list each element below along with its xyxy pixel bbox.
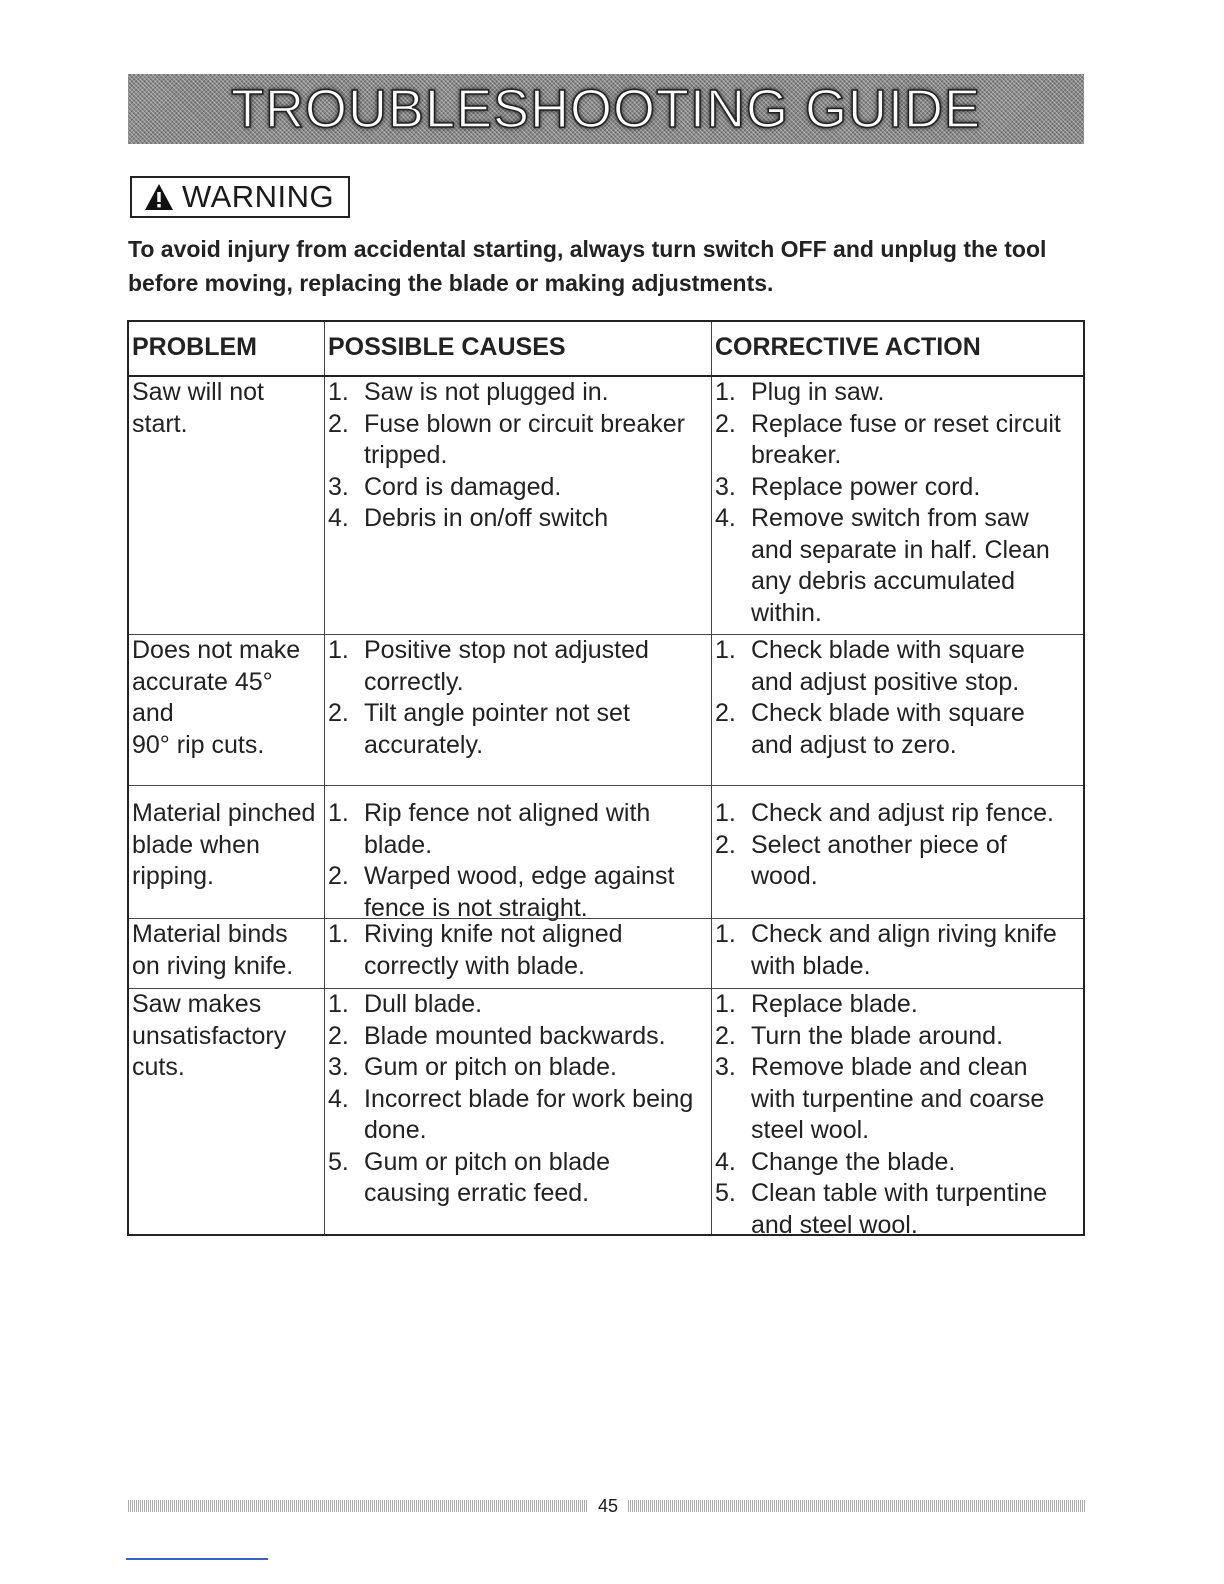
causes-cell — [324, 989, 711, 1234]
warning-triangle-icon — [144, 183, 174, 211]
item-line: steel wool. — [751, 1116, 870, 1144]
item-text — [364, 989, 711, 1021]
item-line: Change the blade. — [751, 1147, 956, 1176]
table-row — [129, 377, 1083, 634]
item-number: 1. — [328, 990, 349, 1018]
action-item — [715, 698, 1083, 761]
item-number: 4. — [715, 504, 736, 532]
cause-item — [328, 472, 711, 504]
cause-item — [328, 409, 711, 472]
item-text — [751, 698, 1083, 761]
header-possible-causes: POSSIBLE CAUSES — [324, 322, 711, 375]
item-number: 1. — [328, 636, 349, 664]
footer-rule-left — [128, 1500, 588, 1512]
item-line: Clean table with turpentine — [751, 1179, 1048, 1207]
cause-item — [328, 377, 711, 409]
item-line: Replace power cord. — [751, 472, 981, 501]
item-number: 4. — [328, 504, 349, 532]
problem-text: Material pinched — [132, 799, 316, 827]
item-line: Select another piece of — [751, 830, 1007, 859]
item-number: 3. — [328, 472, 349, 501]
item-number: 1. — [328, 799, 349, 827]
troubleshooting-table — [127, 320, 1085, 1239]
action-item — [715, 798, 1083, 830]
item-text — [364, 635, 711, 698]
item-number: 2. — [328, 1021, 349, 1050]
problem-text: blade when — [132, 830, 260, 859]
action-item — [715, 409, 1083, 472]
causes-cell — [324, 786, 711, 922]
header-corrective-action: CORRECTIVE ACTION — [711, 322, 1083, 375]
problem-text: Saw makes — [132, 990, 262, 1018]
action-item — [715, 1052, 1083, 1147]
item-line: correctly with blade. — [364, 951, 585, 980]
problem-text: accurate 45° — [132, 667, 273, 696]
item-line: accurately. — [364, 730, 484, 759]
item-number: 2. — [715, 1021, 736, 1050]
item-number: 1. — [715, 990, 736, 1018]
item-line: Replace fuse or reset circuit — [751, 409, 1061, 438]
item-line: and steel wool. — [751, 1210, 918, 1239]
item-number: 1. — [715, 378, 736, 406]
item-line: Riving knife not aligned — [364, 920, 623, 948]
item-line: done. — [364, 1116, 427, 1144]
action-item — [715, 919, 1083, 982]
item-line: breaker. — [751, 441, 842, 469]
page-title: TROUBLESHOOTING GUIDE — [230, 79, 982, 139]
item-line: tripped. — [364, 441, 448, 469]
cause-item — [328, 1052, 711, 1084]
item-line: blade. — [364, 830, 433, 859]
item-line: Plug in saw. — [751, 378, 885, 406]
item-line: Incorrect blade for work being — [364, 1084, 694, 1113]
cause-item — [328, 698, 711, 761]
item-number: 3. — [328, 1053, 349, 1081]
item-number: 2. — [328, 699, 349, 727]
table-row — [129, 634, 1083, 785]
problem-text: Does not make — [132, 636, 301, 664]
action-item — [715, 1021, 1083, 1053]
cause-item — [328, 635, 711, 698]
item-number: 3. — [715, 472, 736, 501]
item-text — [364, 1084, 711, 1147]
problem-cell — [129, 989, 324, 1234]
item-line: with blade. — [751, 951, 871, 980]
problem-text: ripping. — [132, 862, 214, 890]
item-line: Fuse blown or circuit breaker — [364, 409, 685, 438]
item-line: Rip fence not aligned with — [364, 799, 651, 827]
cause-item — [328, 798, 711, 861]
item-line: Remove blade and clean — [751, 1053, 1028, 1081]
item-text — [751, 377, 1083, 409]
cause-item — [328, 503, 711, 535]
actions-cell — [711, 635, 1083, 785]
problem-text: on riving knife. — [132, 951, 294, 980]
item-line: Check and adjust rip fence. — [751, 799, 1054, 827]
item-number: 4. — [328, 1084, 349, 1113]
item-text — [751, 1052, 1083, 1147]
causes-cell — [324, 919, 711, 988]
item-line: correctly. — [364, 667, 464, 696]
page-footer — [128, 1496, 1086, 1516]
item-line: and separate in half. Clean — [751, 535, 1050, 564]
item-line: Blade mounted backwards. — [364, 1021, 666, 1050]
item-text — [751, 830, 1083, 893]
item-text — [364, 472, 711, 504]
title-banner — [128, 74, 1084, 144]
action-item — [715, 1178, 1083, 1241]
warning-label-box — [130, 176, 350, 218]
item-text — [751, 798, 1083, 830]
footer-rule-right — [628, 1500, 1086, 1512]
item-line: Turn the blade around. — [751, 1021, 1004, 1050]
cause-item — [328, 989, 711, 1021]
item-text — [364, 377, 711, 409]
problem-cell — [129, 786, 324, 918]
item-line: wood. — [751, 862, 818, 890]
item-line: and adjust to zero. — [751, 730, 957, 759]
item-line: any debris accumulated — [751, 567, 1016, 595]
item-line: and adjust positive stop. — [751, 667, 1020, 696]
item-line: Remove switch from saw — [751, 504, 1029, 532]
item-text — [364, 1147, 711, 1210]
item-text — [751, 989, 1083, 1021]
item-line: within. — [751, 598, 822, 627]
item-number: 4. — [715, 1147, 736, 1176]
table-row — [129, 988, 1083, 1239]
item-line: Replace blade. — [751, 990, 918, 1018]
item-text — [364, 1021, 711, 1053]
page-number: 45 — [597, 1496, 619, 1516]
item-line: Tilt angle pointer not set — [364, 699, 630, 727]
link-underline — [126, 1558, 268, 1560]
item-number: 2. — [715, 409, 736, 438]
action-item — [715, 503, 1083, 629]
item-number: 2. — [328, 409, 349, 438]
warning-message: To avoid injury from accidental starting, always turn switch OFF and unplug the tool before moving, replacing the blade or making adjustments. — [128, 236, 1047, 296]
cause-item — [328, 1147, 711, 1210]
actions-cell — [711, 377, 1083, 634]
item-line: fence is not straight. — [364, 893, 588, 922]
header-problem: PROBLEM — [132, 333, 257, 361]
actions-cell — [711, 786, 1083, 918]
item-line: Gum or pitch on blade. — [364, 1053, 617, 1081]
item-number: 5. — [328, 1147, 349, 1176]
item-number: 2. — [715, 699, 736, 727]
causes-cell — [324, 635, 711, 785]
cause-item — [328, 861, 711, 924]
item-number: 2. — [328, 862, 349, 890]
item-line: Saw is not plugged in. — [364, 378, 609, 406]
item-number: 3. — [715, 1053, 736, 1081]
warning-label: WARNING — [182, 179, 335, 214]
item-text — [751, 503, 1083, 629]
item-text — [751, 409, 1083, 472]
cause-item — [328, 1021, 711, 1053]
item-text — [364, 798, 711, 861]
item-text — [364, 503, 711, 535]
action-item — [715, 377, 1083, 409]
item-line: Positive stop not adjusted — [364, 636, 649, 664]
action-item — [715, 635, 1083, 698]
item-line: Check blade with square — [751, 699, 1025, 727]
problem-cell — [129, 919, 324, 988]
item-line: Check blade with square — [751, 636, 1025, 664]
problem-text: unsatisfactory — [132, 1021, 287, 1050]
cause-item — [328, 919, 711, 982]
item-line: Gum or pitch on blade — [364, 1147, 610, 1176]
item-line: Cord is damaged. — [364, 472, 562, 501]
problem-text: Saw will not — [132, 378, 264, 406]
problem-text: cuts. — [132, 1053, 185, 1081]
item-text — [364, 698, 711, 761]
action-item — [715, 1147, 1083, 1179]
item-text — [364, 861, 711, 924]
problem-cell — [129, 635, 324, 785]
problem-text: and — [132, 699, 174, 727]
item-number: 1. — [328, 920, 349, 948]
item-number: 1. — [715, 920, 736, 948]
item-text — [364, 919, 711, 982]
action-item — [715, 989, 1083, 1021]
problem-text: Material binds — [132, 920, 288, 948]
item-text — [751, 919, 1083, 982]
item-text — [751, 1178, 1083, 1241]
item-text — [751, 472, 1083, 504]
problem-text: start. — [132, 409, 188, 438]
item-line: Debris in on/off switch — [364, 504, 609, 532]
actions-cell — [711, 919, 1083, 988]
action-item — [715, 830, 1083, 893]
problem-cell — [129, 377, 324, 634]
item-number: 1. — [715, 636, 736, 664]
item-text — [751, 1021, 1083, 1053]
item-line: Check and align riving knife — [751, 920, 1057, 948]
causes-cell — [324, 377, 711, 634]
item-text — [751, 1147, 1083, 1179]
table-row — [129, 785, 1083, 922]
item-line: Warped wood, edge against — [364, 862, 675, 890]
item-text — [364, 409, 711, 472]
item-line: with turpentine and coarse — [751, 1084, 1045, 1113]
action-item — [715, 472, 1083, 504]
item-text — [364, 1052, 711, 1084]
item-number: 5. — [715, 1179, 736, 1207]
item-line: causing erratic feed. — [364, 1179, 590, 1207]
item-number: 1. — [328, 378, 349, 406]
table-header-row — [129, 322, 1083, 377]
cause-item — [328, 1084, 711, 1147]
item-number: 2. — [715, 830, 736, 859]
item-line: Dull blade. — [364, 990, 483, 1018]
problem-text: 90° rip cuts. — [132, 730, 265, 759]
actions-cell — [711, 989, 1083, 1239]
item-number: 1. — [715, 799, 736, 827]
table-row — [129, 918, 1083, 988]
item-text — [751, 635, 1083, 698]
